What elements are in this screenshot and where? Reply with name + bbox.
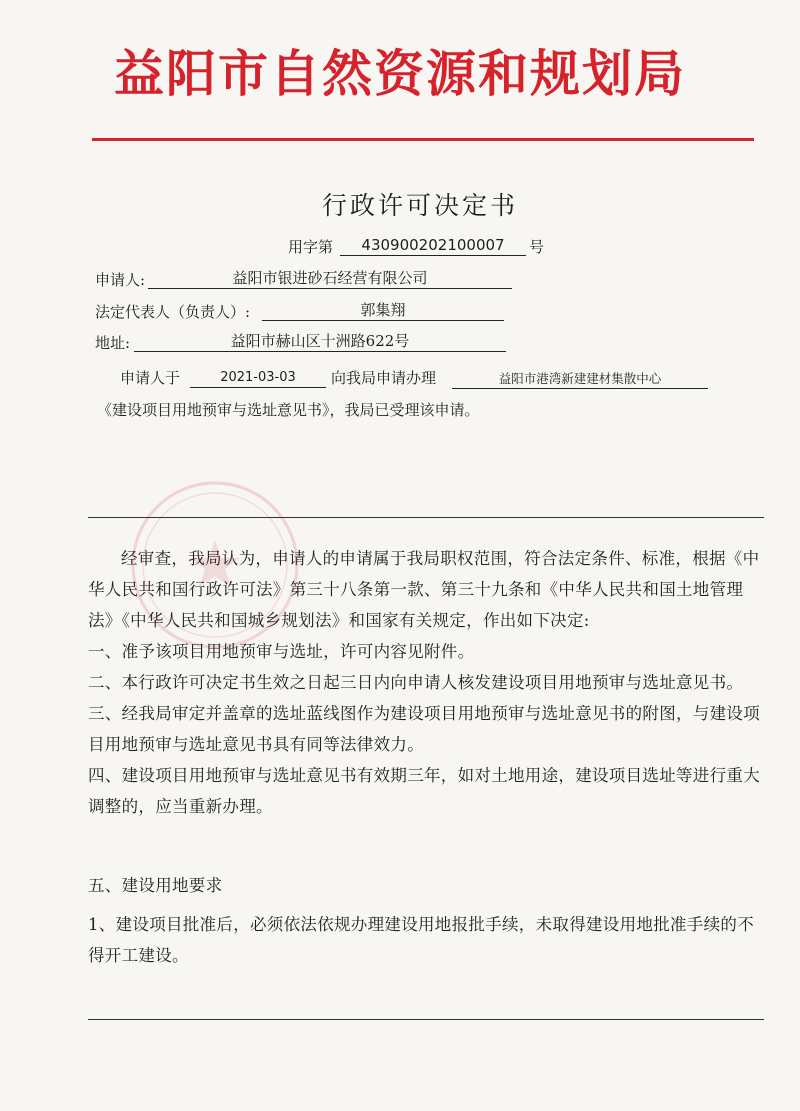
decision-item-2: 二、本行政许可决定书生效之日起三日内向申请人核发建设项目用地预审与选址意见书。 [88,673,744,692]
legal-rep-value: 郭集翔 [262,301,504,321]
decision-item-1: 一、准予该项目用地预审与选址，许可内容见附件。 [88,642,475,661]
applicant-value: 益阳市银进砂石经营有限公司 [148,269,512,289]
legal-rep-label: 法定代表人（负责人）: [95,303,251,321]
application-mid: 向我局申请办理 [331,369,437,387]
application-project: 益阳市港湾新建建材集散中心 [452,369,708,389]
application-line2: 《建设项目用地预审与选址意见书》，我局已受理该申请。 [97,401,480,419]
decision-item-4: 四、建设项目用地预审与选址意见书有效期三年，如对土地用途，建设项目选址等进行重大调整的，应当重新办理。 [88,766,760,816]
separator-line-top [88,517,764,518]
decision-body [88,543,768,822]
organization-header: 益阳市自然资源和规划局 [114,45,686,103]
requirements-section [88,870,768,971]
requirements-heading: 五、建设用地要求 [88,876,223,895]
address-value: 益阳市赫山区十洲路622号 [134,332,506,352]
decision-intro: 经审查，我局认为，申请人的申请属于我局职权范围，符合法定条件、标准，根据《中华人民共和国行政许可法》第三十八条第一款、第三十九条和《中华人民共和国土地管理法》《中华人民共和国城乡规划法》和国家有关规定，作出如下决定: [88,549,760,630]
document-title: 行政许可决定书 [321,191,518,220]
applicant-label: 申请人: [95,271,146,289]
ref-prefix: 用字第 [288,238,334,256]
ref-suffix: 号 [529,238,545,256]
decision-item-3: 三、经我局审定并盖章的选址蓝线图作为建设项目用地预审与选址意见书的附图，与建设项目用地预审与选址意见书具有同等法律效力。 [88,704,760,754]
separator-line-bottom [88,1019,764,1020]
red-divider-line [92,138,754,141]
ref-number: 430900202100007 [340,236,526,256]
requirements-item-1: 1、建设项目批准后，必须依法依规办理建设用地报批手续，未取得建设用地批准手续的不得开工建设。 [88,915,754,965]
application-prefix: 申请人于 [120,369,181,387]
address-label: 地址: [95,334,131,352]
application-date: 2021-03-03 [190,368,326,388]
